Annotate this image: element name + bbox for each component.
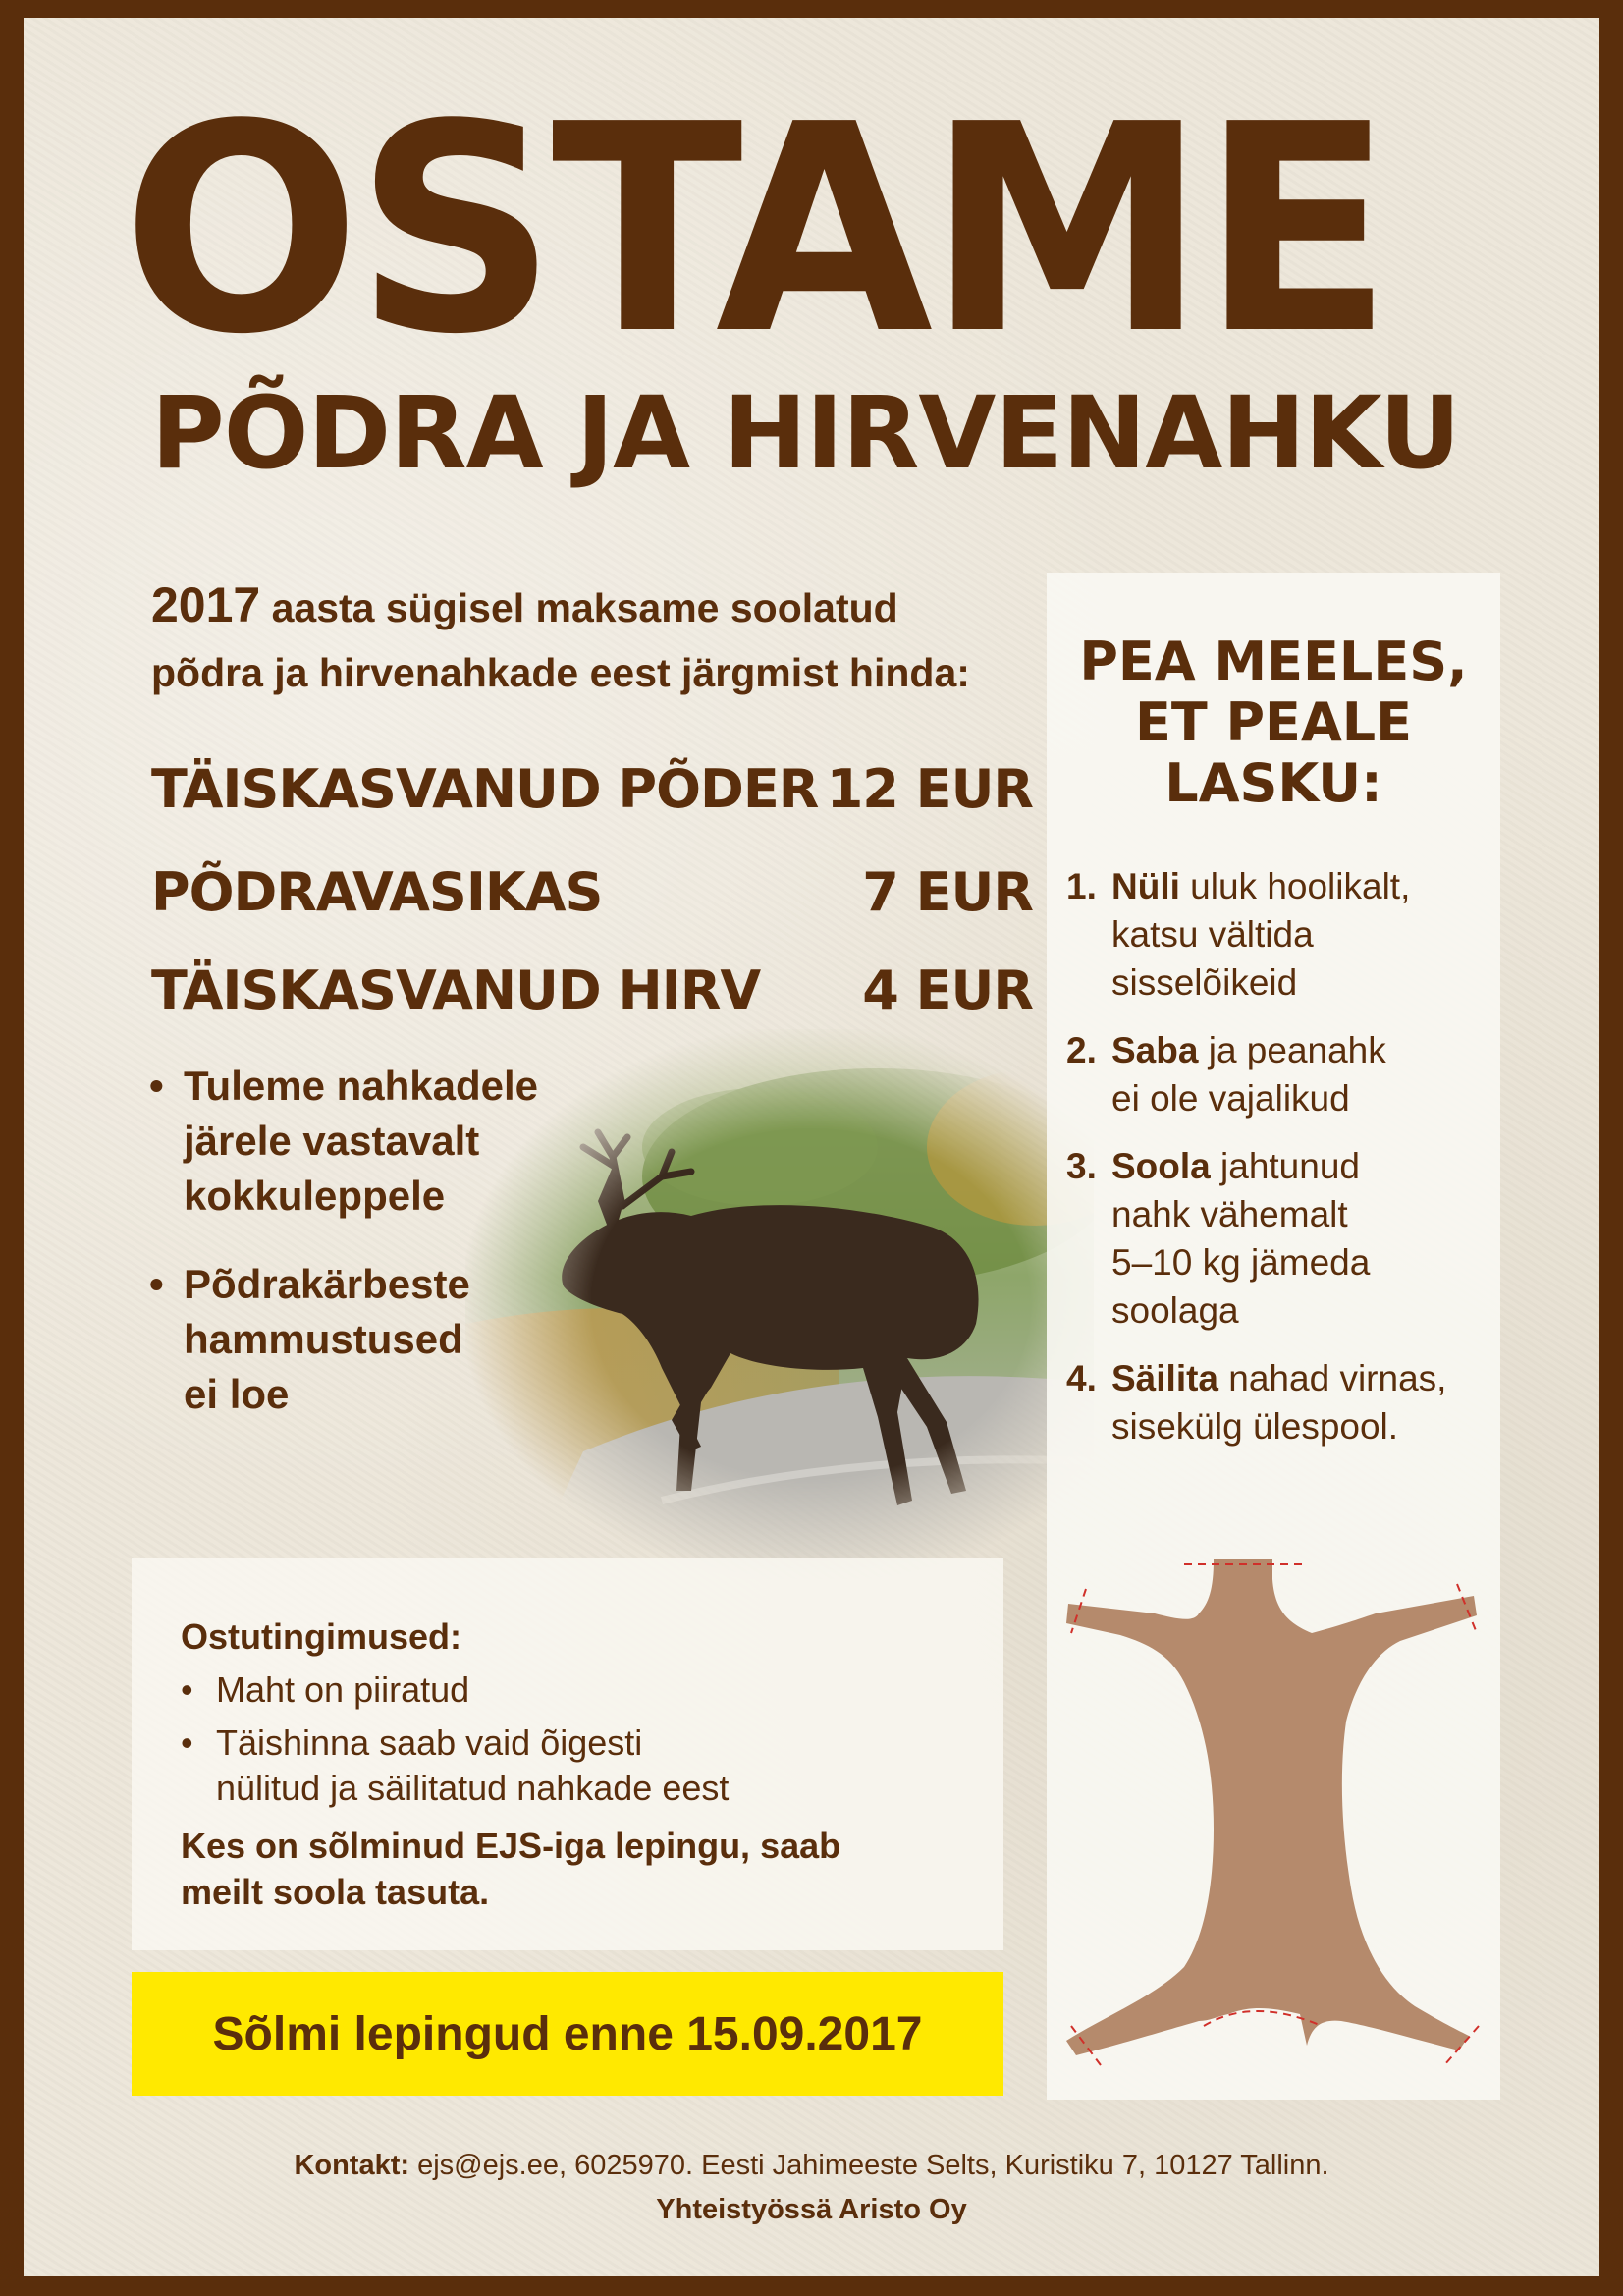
intro-text <box>151 573 1074 705</box>
footer-contact-text: ejs@ejs.ee, 6025970. Eesti Jahimeeste Selts, Kuristiku 7, 10127 Tallinn. <box>409 2150 1329 2181</box>
footer-contact-label: Kontakt: <box>294 2150 410 2181</box>
list-item: 3. Soola jahtunud nahk vähemalt 5–10 kg jämeda soolaga <box>1066 1142 1498 1335</box>
subheadline: PÕDRA JA HIRVENAHKU <box>151 375 1460 492</box>
step-number: 3. <box>1066 1146 1097 1186</box>
intro-line-1 <box>151 573 1074 640</box>
list-item: • Täishinna saab vaid õigesti nülitud ja säilitatud nahkade eest <box>181 1721 986 1811</box>
price-row <box>151 857 1033 926</box>
list-item: 1. Nüli uluk hoolikalt, katsu vältida sisselõikeid <box>1066 862 1498 1007</box>
reminder-steps <box>1066 862 1498 1470</box>
bullet-icon: • <box>181 1669 193 1710</box>
list-item: 4. Säilita nahad virnas, sisekülg ülespool. <box>1066 1354 1498 1450</box>
price-row <box>151 956 1033 1024</box>
step-number: 1. <box>1066 866 1097 906</box>
price-value: 4 EUR <box>862 958 1033 1021</box>
intro-line-2: põdra ja hirvenahkade eest järgmist hinda: <box>151 650 970 695</box>
list-item: • Tuleme nahkadele järele vastavalt kokkuleppele <box>149 1059 611 1224</box>
poster <box>24 18 1599 2276</box>
intro-year: 2017 <box>151 577 261 632</box>
terms-title: Ostutingimused: <box>181 1616 461 1657</box>
deadline-banner: Sõlmi lepingud enne 15.09.2017 <box>132 1972 1003 2096</box>
hide-shape <box>1066 1559 1477 2055</box>
price-item: TÄISKASVANUD HIRV <box>151 958 761 1021</box>
step-number: 4. <box>1066 1358 1097 1398</box>
reminder-title: PEA MEELES, ET PEALE LASKU: <box>1079 630 1468 814</box>
price-item: PÕDRAVASIKAS <box>151 860 603 923</box>
price-value: 12 EUR <box>826 757 1033 820</box>
price-value: 7 EUR <box>862 860 1033 923</box>
bullet-icon: • <box>149 1261 164 1307</box>
terms-list <box>181 1667 986 1819</box>
list-item: • Põdrakärbeste hammustused ei loe <box>149 1257 611 1422</box>
price-item: TÄISKASVANUD PÕDER <box>151 757 819 820</box>
step-number: 2. <box>1066 1030 1097 1070</box>
bullet-icon: • <box>181 1722 193 1763</box>
benefits-list <box>149 1059 611 1455</box>
list-item: 2. Saba ja peanahk ei ole vajalikud <box>1066 1026 1498 1122</box>
hide-diagram-icon <box>1047 1535 1500 2085</box>
intro-line-1-rest: aasta sügisel maksame soolatud <box>260 585 898 630</box>
footer-partner: Yhteistyössä Aristo Oy <box>656 2194 967 2225</box>
bullet-icon: • <box>149 1063 164 1109</box>
footer <box>24 2144 1599 2232</box>
terms-note: Kes on sõlminud EJS-iga lepingu, saab meilt soola tasuta. <box>181 1826 841 1912</box>
price-row <box>151 754 1033 823</box>
footer-contact <box>24 2144 1599 2188</box>
headline: OSTAME <box>122 63 1387 397</box>
list-item: • Maht on piiratud <box>181 1667 986 1713</box>
